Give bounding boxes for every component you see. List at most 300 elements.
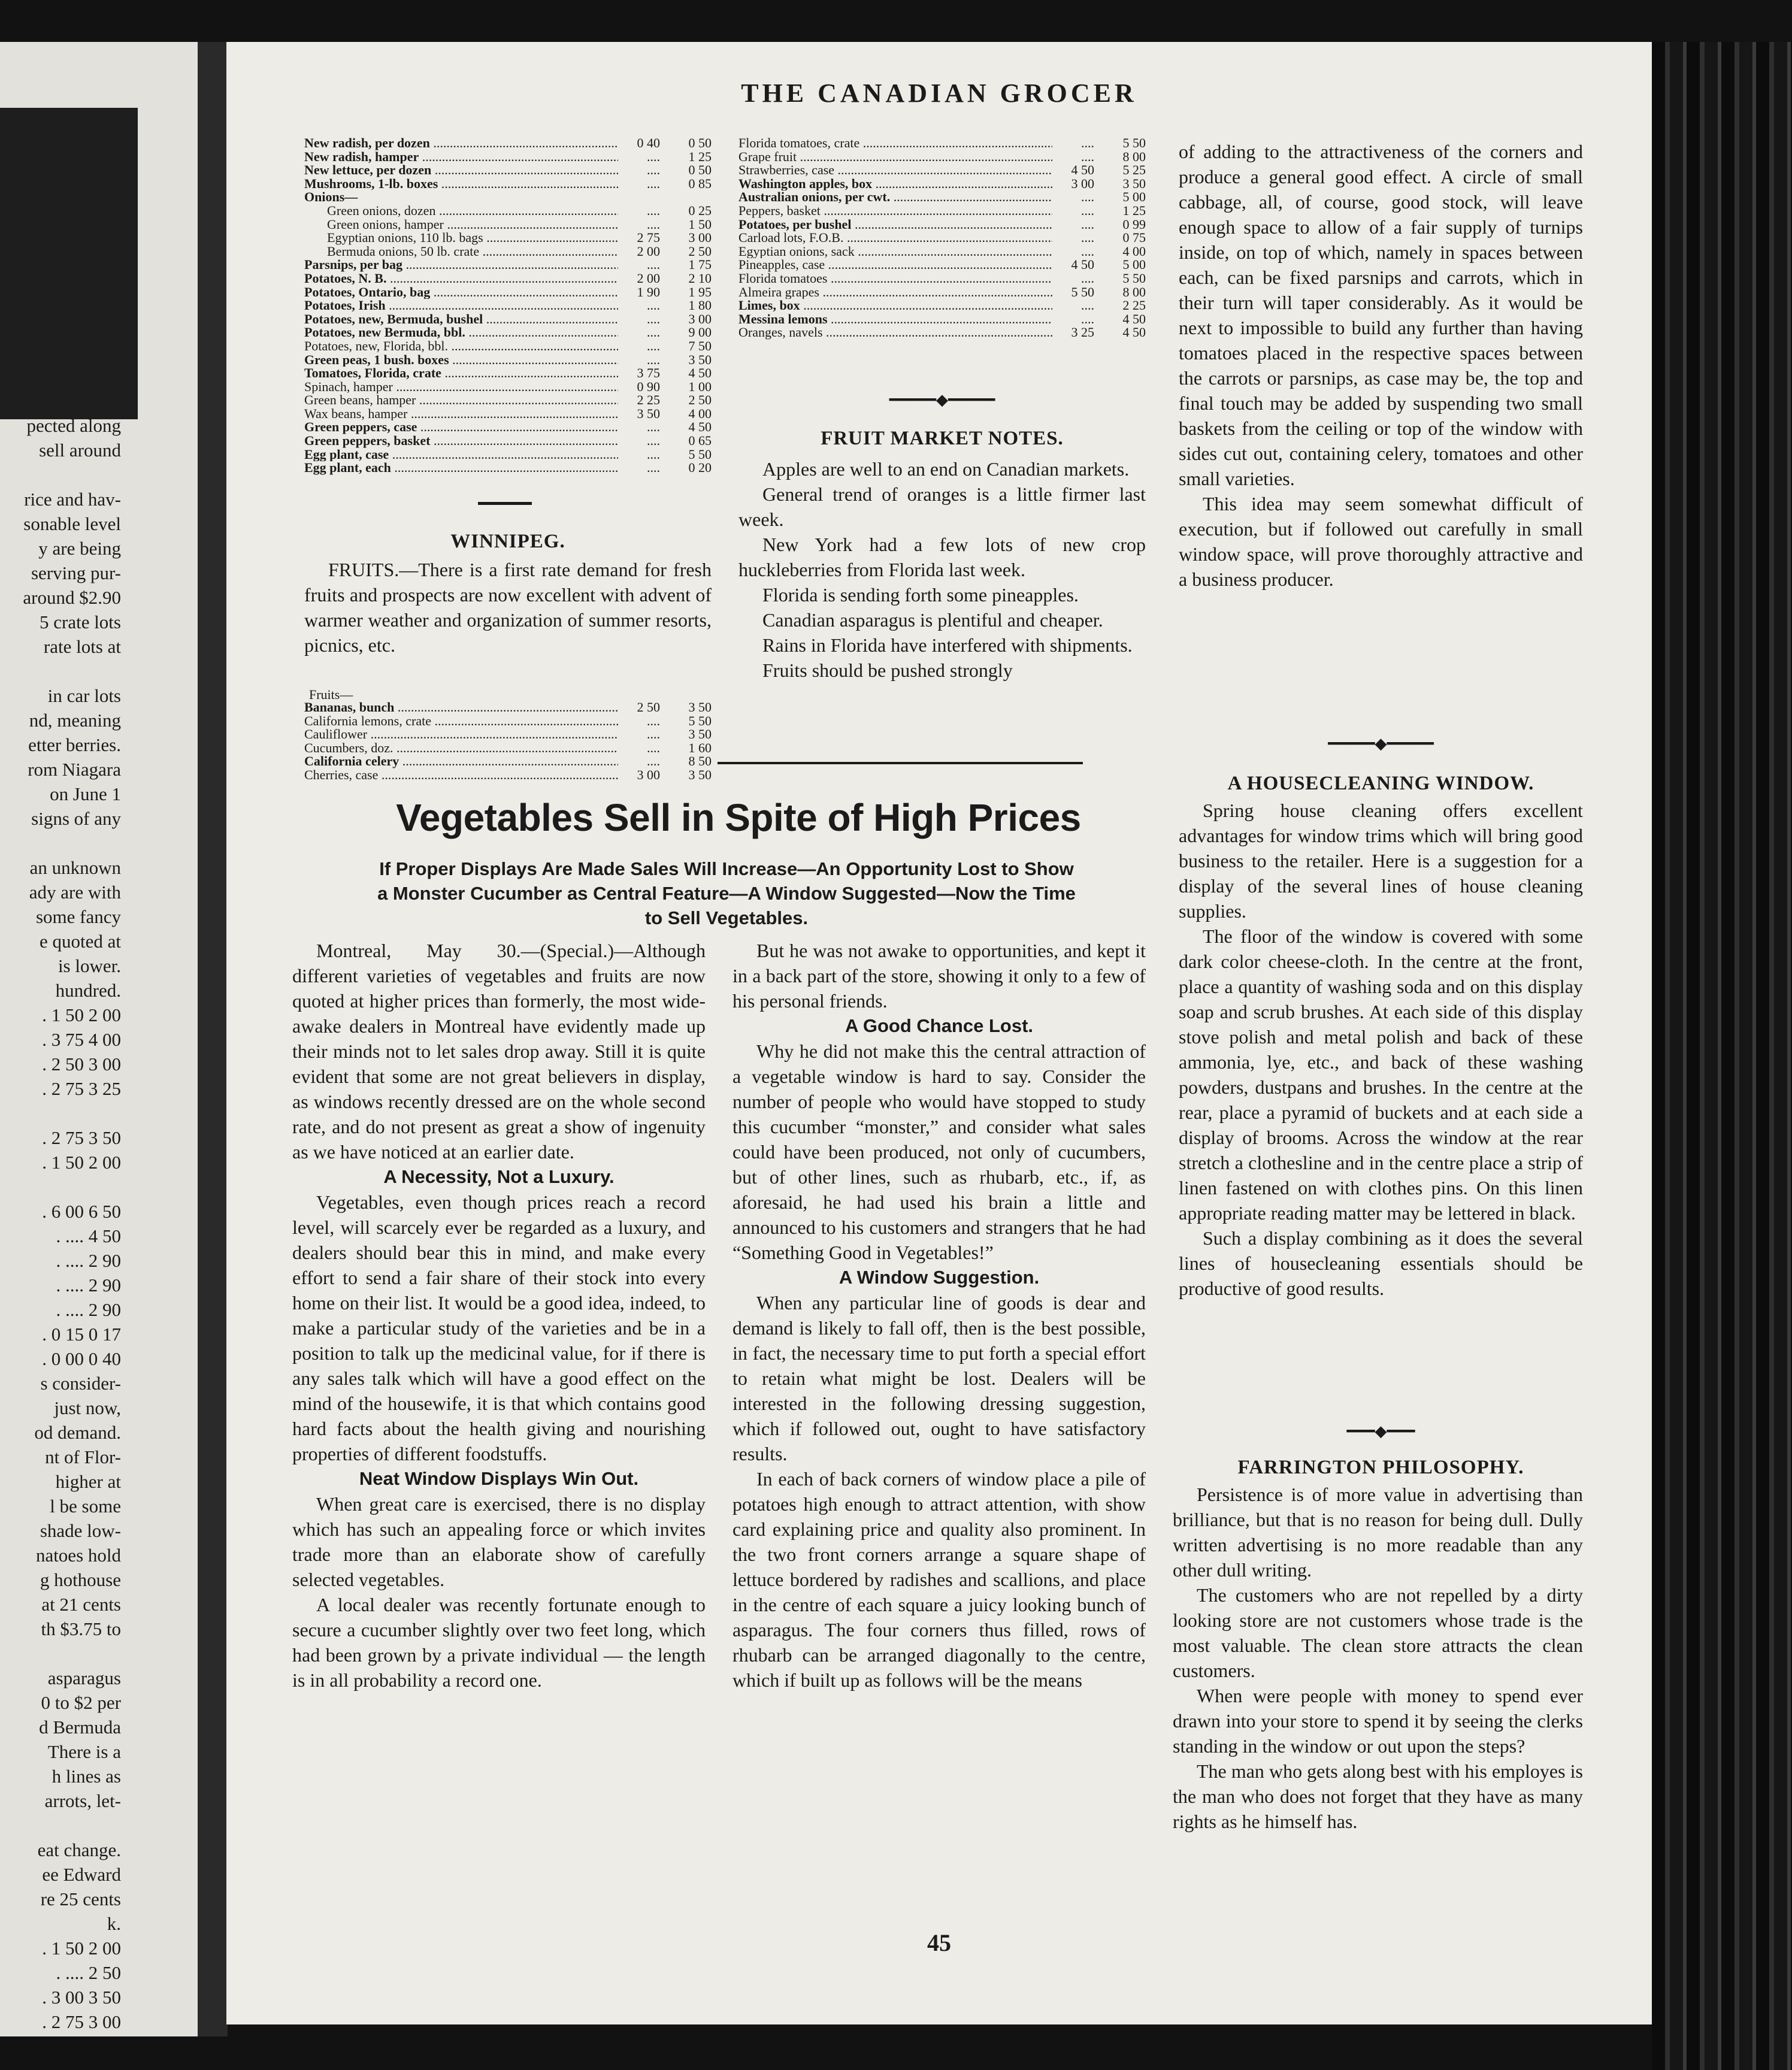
price-row <box>304 137 712 150</box>
text-line: . 0 00 0 40 <box>42 1348 121 1369</box>
text-line: arrots, let- <box>44 1790 121 1811</box>
price-row <box>738 231 1146 245</box>
price-low: 2 00 <box>637 271 660 286</box>
paragraph: Florida is sending forth some pineapples. <box>762 584 1079 606</box>
text-line <box>0 831 121 855</box>
text-line: at 21 cents <box>41 1594 121 1615</box>
winnipeg-table-head: Fruits— <box>309 687 353 702</box>
paragraph: Canadian asparagus is plentiful and cheaper. <box>762 609 1103 631</box>
price-low: .... <box>1081 244 1094 259</box>
paragraph: When any particular line of goods is dear and demand is likely to fall off, then is the best possible, in fact, the necessary time to put forth a special effort to retain what might be lost. Dealers will be interested in the following dressing suggestion, which if followed out, ought to have satisfactory results. <box>732 1292 1146 1464</box>
price-low: .... <box>647 741 660 755</box>
price-row <box>304 150 712 164</box>
text-line: pected along <box>26 415 121 436</box>
price-high: 0 65 <box>688 434 712 448</box>
price-row <box>304 353 712 367</box>
price-item: Carload lots, F.O.B. ..... <box>738 231 1052 245</box>
paragraph: Spring house cleaning offers excellent advantages for window trims which will bring good business to the retailer. Here is a suggestion for a display of the several lines of house cleaning supplies. <box>1179 800 1583 922</box>
price-item: Bananas, bunch ..... <box>304 701 618 715</box>
price-row <box>304 204 712 218</box>
price-high: 1 00 <box>688 380 712 394</box>
price-high: 8 50 <box>688 755 712 768</box>
price-high: 8 00 <box>1122 150 1146 164</box>
price-high: 3 50 <box>688 353 712 367</box>
text-line: on June 1 <box>50 783 121 804</box>
philosophy-text <box>1173 1482 1583 1834</box>
text-line: k. <box>107 1913 121 1934</box>
price-row <box>738 286 1146 299</box>
price-low: 3 00 <box>637 768 660 782</box>
price-low: .... <box>647 339 660 353</box>
text-line: . 3 00 3 50 <box>42 1987 121 2008</box>
price-low: .... <box>647 312 660 326</box>
price-low: 2 00 <box>637 244 660 259</box>
price-row <box>738 326 1146 340</box>
paragraph: Montreal, May 30.—(Special.)—Although different varieties of vegetables and fruits are now quoted at higher prices than formerly, the most wide-awake dealers in Montreal have evidently made up their minds not to let sales drop away. Still it is quite evident that some are not great believers in display, as windows recently dressed are on the whole second rate, and do not present as great a show of ingenuity as we have noticed at an earlier date. <box>292 940 706 1163</box>
winnipeg-heading: WINNIPEG. <box>450 531 565 552</box>
price-high: 0 50 <box>688 164 712 177</box>
text-line: . 3 75 4 00 <box>42 1029 121 1050</box>
price-item: Green peppers, case ..... <box>304 420 618 434</box>
price-item: Green onions, dozen ..... <box>304 204 618 218</box>
fruit-notes-text <box>738 456 1146 683</box>
text-line: There is a <box>47 1741 121 1762</box>
subheading: Neat Window Displays Win Out. <box>359 1468 639 1489</box>
price-item: Potatoes, new, Florida, bbl. ..... <box>304 340 618 353</box>
paragraph: The floor of the window is covered with some dark color cheese-cloth. In the centre at the front, place a quantity of washing soda and on this display soap and scrub brushes. At each side of this display stove polish and metal polish and back of these ammonia, lye, etc., and back of these washing powders, dustpans and brushes. In the centre at the rear, place a pyramid of buckets and at each side a display of brooms. Across the window at the rear stretch a clothesline and in the centre place a strip of linen fastened on with clothes pins. On this linen appropriate reading matter may be lettered in black. <box>1179 925 1583 1224</box>
price-row <box>304 272 712 286</box>
price-row <box>304 177 712 191</box>
price-low: .... <box>647 755 660 768</box>
price-low: 4 50 <box>1071 164 1094 177</box>
paragraph: Persistence is of more value in advertising than brilliance, but that is no reason for being dull. Dully written advertising is no more readable than any other dull writing. <box>1173 1484 1583 1581</box>
price-high: 1 95 <box>688 285 712 299</box>
price-item: Cherries, case ..... <box>304 768 618 782</box>
fruit-notes-heading: FRUIT MARKET NOTES. <box>821 428 1064 449</box>
text-line: is lower. <box>57 955 121 976</box>
price-row <box>304 286 712 299</box>
price-row <box>304 728 712 742</box>
price-low: .... <box>647 164 660 177</box>
text-line: . 6 00 6 50 <box>42 1201 121 1222</box>
paragraph: Why he did not make this the central attraction of a vegetable window is hard to say. Consider the number of people who would have stopped to study this cucumber “monster,” and consider what sales could have been produced, not only of cucumbers, but of other lines, such as rhubarb, etc., if, as aforesaid, he had used his brain a little and announced to his customers and strangers that he had “Something Good in Vegetables!” <box>732 1040 1146 1263</box>
text-line: in car lots <box>47 685 121 706</box>
price-item: Oranges, navels ..... <box>738 326 1052 340</box>
price-low: .... <box>647 217 660 232</box>
book-gutter <box>198 42 228 2036</box>
text-line: etter berries. <box>28 734 121 755</box>
price-low: 2 25 <box>637 394 660 407</box>
price-item: New lettuce, per dozen ..... <box>304 164 618 177</box>
paragraph: The man who gets along best with his employes is the man who does not forget that they have as many rights as he himself has. <box>1173 1760 1583 1832</box>
text-line: ady are with <box>29 882 121 903</box>
price-high: 5 00 <box>1122 258 1146 272</box>
price-row <box>304 461 712 475</box>
price-high: 2 25 <box>1122 299 1146 313</box>
price-row <box>304 367 712 380</box>
price-row <box>738 245 1146 259</box>
book-page-edges <box>1652 42 1792 2070</box>
text-line: some fancy <box>35 906 121 927</box>
price-low: .... <box>647 434 660 448</box>
text-line: od demand. <box>34 1422 121 1443</box>
price-item: Egyptian onions, sack ..... <box>738 245 1052 259</box>
price-row <box>738 150 1146 164</box>
text-line: an unknown <box>29 857 121 878</box>
illustration-fragment <box>0 108 138 419</box>
price-low: 4 50 <box>1071 258 1094 272</box>
text-line: . 1 50 2 00 <box>42 1938 121 1959</box>
price-high: 0 20 <box>688 461 712 475</box>
price-row <box>304 768 712 782</box>
price-low: 1 90 <box>637 285 660 299</box>
price-item: Washington apples, box ..... <box>738 177 1052 191</box>
price-row <box>304 340 712 353</box>
price-low: .... <box>647 150 660 164</box>
window-display-continued <box>1179 139 1583 592</box>
subheading: A Necessity, Not a Luxury. <box>383 1166 615 1187</box>
price-low: 3 75 <box>637 367 660 380</box>
price-low: .... <box>647 447 660 462</box>
text-line <box>0 2034 121 2036</box>
price-item: Potatoes, N. B. ..... <box>304 272 618 286</box>
winnipeg-price-table <box>304 701 712 782</box>
text-line: . .... 2 90 <box>56 1250 121 1271</box>
vegetable-price-table <box>304 137 712 475</box>
price-row <box>738 218 1146 232</box>
price-high: 0 85 <box>688 177 712 191</box>
facing-page-fragment <box>0 42 198 2036</box>
facing-page-text <box>0 413 121 2036</box>
text-line: d Bermuda <box>39 1717 121 1738</box>
price-row <box>738 137 1146 150</box>
text-line: . 1 50 2 00 <box>42 1152 121 1173</box>
text-line <box>0 1175 121 1199</box>
price-high: 4 50 <box>1122 312 1146 326</box>
price-item: Cauliflower ..... <box>304 728 618 742</box>
price-low: 3 25 <box>1071 326 1094 340</box>
price-item: Potatoes, per bushel ..... <box>738 218 1052 232</box>
price-high: 4 50 <box>688 420 712 435</box>
price-high: 2 50 <box>688 394 712 407</box>
text-line: l be some <box>50 1496 121 1517</box>
price-item: Green peas, 1 bush. boxes ..... <box>304 353 618 367</box>
price-low: .... <box>647 258 660 272</box>
text-line: y are being <box>38 538 121 559</box>
price-row <box>304 742 712 755</box>
paragraph: Apples are well to an end on Canadian markets. <box>762 458 1130 480</box>
housecleaning-text <box>1179 798 1583 1301</box>
paragraph: New York had a few lots of new crop huckleberries from Florida last week. <box>738 534 1146 580</box>
price-high: 4 00 <box>1122 244 1146 259</box>
price-high: 1 75 <box>688 258 712 272</box>
price-item: Egyptian onions, 110 lb. bags ..... <box>304 231 618 245</box>
price-item: Florida tomatoes, crate ..... <box>738 137 1052 150</box>
price-row <box>304 164 712 177</box>
price-high: 5 50 <box>688 714 712 728</box>
price-row <box>304 258 712 272</box>
text-line: eat change. <box>37 1839 121 1860</box>
price-row <box>738 177 1146 191</box>
ornament-divider: ━━━━━◆━━━━━ <box>889 391 995 408</box>
text-line: 5 crate lots <box>39 612 121 632</box>
price-high: 1 60 <box>688 741 712 755</box>
text-line: . 2 75 3 50 <box>42 1127 121 1148</box>
price-item: Peppers, basket ..... <box>738 204 1052 218</box>
price-item: Potatoes, Ontario, bag ..... <box>304 286 618 299</box>
price-low: 3 50 <box>637 407 660 421</box>
magazine-page <box>226 42 1652 2024</box>
price-item: California lemons, crate ..... <box>304 715 618 728</box>
paragraph: In each of back corners of window place a pile of potatoes high enough to attract attention, with show card explaining price and quality also prominent. In the two front corners arrange a square shape of lettuce bordered by radishes and scallions, and place in the centre of each square a juicy looking bunch of asparagus. The four corners thus filled, rows of rhubarb can be arranged diagonally to the centre, which if built up as follows will be the means <box>732 1468 1146 1691</box>
text-line: nd, meaning <box>29 710 121 731</box>
text-line: . .... 2 50 <box>56 1962 121 1983</box>
price-item: Egg plant, each ..... <box>304 461 618 475</box>
price-low: .... <box>1081 137 1094 150</box>
price-low: .... <box>647 353 660 367</box>
price-item: Egg plant, case ..... <box>304 448 618 462</box>
text-line <box>0 659 121 683</box>
price-item: Bermuda onions, 50 lb. crate ..... <box>304 245 618 259</box>
text-line: rate lots at <box>43 636 121 657</box>
paragraph: Fruits should be pushed strongly <box>762 659 1013 681</box>
price-row <box>304 218 712 232</box>
price-high: 7 50 <box>688 339 712 353</box>
text-line: rom Niagara <box>28 759 121 780</box>
price-high: 5 50 <box>1122 137 1146 150</box>
text-line: around $2.90 <box>23 587 121 608</box>
price-row <box>304 420 712 434</box>
paragraph: General trend of oranges is a little firmer last week. <box>738 483 1146 530</box>
page-number: 45 <box>927 1929 951 1956</box>
text-line: ee Edward <box>42 1864 121 1885</box>
price-row <box>304 715 712 728</box>
price-high: 0 75 <box>1122 231 1146 245</box>
price-high: 2 50 <box>688 244 712 259</box>
text-line: sonable level <box>23 513 121 534</box>
price-high: 1 80 <box>688 299 712 313</box>
price-item: Potatoes, Irish ..... <box>304 299 618 313</box>
paragraph: Vegetables, even though prices reach a record level, will scarcely ever be regarded as a luxury, and dealers should bear this in mind, and make every effort to send a fair share of their stock into every home on their list. It would be a good idea, indeed, to make a particular study of the varieties and be in a position to talk up the medicinal value, for if there is any sales talk which will have a good effect on the mind of the housewife, it is that which contains good hard facts about the health giving and nourishing properties of different foodstuffs. <box>292 1191 706 1464</box>
price-high: 9 00 <box>688 326 712 340</box>
price-low: .... <box>647 326 660 340</box>
text-line <box>0 462 121 487</box>
price-high: 3 50 <box>688 768 712 782</box>
text-line: s consider- <box>40 1373 121 1394</box>
price-item: Green beans, hamper ..... <box>304 394 618 407</box>
section-rule <box>478 502 532 505</box>
price-item: Strawberries, case ..... <box>738 164 1052 177</box>
paragraph: Such a display combining as it does the several lines of housecleaning essentials should be productive of good results. <box>1179 1227 1583 1299</box>
price-item: Tomatoes, Florida, crate ..... <box>304 367 618 380</box>
price-row <box>304 380 712 394</box>
price-high: 5 00 <box>1122 190 1146 204</box>
price-high: 2 10 <box>688 271 712 286</box>
paragraph: The customers who are not repelled by a dirty looking store are not customers whose trade is the most valuable. The clean store attracts the clean customers. <box>1173 1584 1583 1681</box>
price-row <box>304 313 712 326</box>
text-line: . .... 2 90 <box>56 1299 121 1320</box>
text-line: . .... 2 90 <box>56 1275 121 1296</box>
price-low: .... <box>647 177 660 191</box>
price-low: 2 50 <box>637 701 660 715</box>
paragraph: This idea may seem somewhat difficult of execution, but if followed out carefully in small window space, will prove thoroughly attractive and a business producer. <box>1179 493 1583 590</box>
text-line: nt of Flor- <box>45 1446 121 1467</box>
price-low: .... <box>647 420 660 435</box>
price-row <box>304 190 712 204</box>
ornament-divider: ━━━◆━━━ <box>1346 1423 1415 1440</box>
price-low: .... <box>1081 204 1094 218</box>
price-low: 0 90 <box>637 380 660 394</box>
price-row <box>304 407 712 421</box>
paragraph: When great care is exercised, there is no display which has such an appealing force or which invites trade more than an elaborate show of carefully selected vegetables. <box>292 1493 706 1590</box>
price-row <box>304 299 712 313</box>
price-item: California celery ..... <box>304 755 618 768</box>
price-high: 3 50 <box>688 728 712 742</box>
price-low: .... <box>647 204 660 218</box>
text-line: hundred. <box>55 980 121 1001</box>
price-high: 0 25 <box>688 204 712 218</box>
price-low: .... <box>1081 271 1094 286</box>
price-high: 5 50 <box>1122 271 1146 286</box>
paragraph: A local dealer was recently fortunate enough to secure a cucumber slightly over two feet long, which had been grown by a private individual — the length is in all probability a record one. <box>292 1594 706 1691</box>
price-high: 8 00 <box>1122 285 1146 299</box>
price-high: 0 50 <box>688 137 712 150</box>
price-row <box>304 448 712 462</box>
price-row <box>304 245 712 259</box>
philosophy-heading: FARRINGTON PHILOSOPHY. <box>1237 1457 1524 1478</box>
subheading: A Good Chance Lost. <box>844 1015 1034 1036</box>
price-high: 4 00 <box>688 407 712 421</box>
price-row <box>304 755 712 768</box>
text-line: th $3.75 to <box>41 1618 121 1639</box>
text-line: rice and hav- <box>24 489 121 510</box>
price-low: .... <box>647 299 660 313</box>
price-item: Almeira grapes ..... <box>738 286 1052 299</box>
text-line: sell around <box>39 440 121 461</box>
price-high: 5 50 <box>688 447 712 462</box>
price-high: 3 50 <box>1122 177 1146 191</box>
price-low: .... <box>1081 299 1094 313</box>
price-row <box>304 434 712 448</box>
price-item: Green peppers, basket ..... <box>304 434 618 448</box>
price-low: .... <box>1081 190 1094 204</box>
paragraph: of adding to the attractiveness of the corners and produce a general good effect. A circle of small cabbage, all, of course, good stock, will leave enough space to allow of a fair supply of turnips inside, on top of which, namely in spaces between each, can be fixed parsnips and carrots, which in their turn will taper considerably. As it would be next to impossible to build any further than having tomatoes placed in the respective spaces between the carrots or parsnips, as case may be, the top and final touch may be added by suspending two small baskets from the ceiling or top of the window with sides cut out, containing celery, tomatoes and other small varieties. <box>1179 141 1583 489</box>
price-row <box>738 204 1146 218</box>
paragraph: When were people with money to spend ever drawn into your store to spend it by seeing the clerks standing in the window or out upon the steps? <box>1173 1685 1583 1757</box>
headline-rule <box>718 762 1083 764</box>
price-item: Spinach, hamper ..... <box>304 380 618 394</box>
price-row <box>304 394 712 407</box>
price-row <box>738 164 1146 177</box>
text-line: natoes hold <box>35 1545 121 1566</box>
price-low: .... <box>1081 150 1094 164</box>
price-low: .... <box>1081 312 1094 326</box>
paragraph: But he was not awake to opportunities, and kept it in a back part of the store, showing it only to a few of his personal friends. <box>732 940 1146 1012</box>
text-line <box>0 1101 121 1125</box>
price-item: Florida tomatoes ..... <box>738 272 1052 286</box>
text-line: shade low- <box>40 1520 121 1541</box>
ornament-divider: ━━━━━◆━━━━━ <box>1328 735 1434 752</box>
text-line: 0 to $2 per <box>41 1692 121 1713</box>
price-item: Green onions, hamper ..... <box>304 218 618 232</box>
text-line: asparagus <box>47 1668 121 1688</box>
price-item: Parsnips, per bag ..... <box>304 258 618 272</box>
running-head: THE CANADIAN GROCER <box>741 78 1137 108</box>
price-row <box>738 299 1146 313</box>
price-item: Pineapples, case ..... <box>738 258 1052 272</box>
price-high: 3 00 <box>688 312 712 326</box>
price-item: New radish, hamper ..... <box>304 150 618 164</box>
price-low: .... <box>1081 217 1094 232</box>
price-high: 1 50 <box>688 217 712 232</box>
price-row <box>304 701 712 715</box>
text-line: re 25 cents <box>40 1889 121 1909</box>
price-item: New radish, per dozen ..... <box>304 137 618 150</box>
price-item: Mushrooms, 1-lb. boxes ..... <box>304 177 618 191</box>
text-line: g hothouse <box>40 1569 121 1590</box>
price-row <box>304 326 712 340</box>
price-low: .... <box>647 728 660 742</box>
price-low: 3 00 <box>1071 177 1094 191</box>
price-item: Potatoes, new Bermuda, bbl. ..... <box>304 326 618 340</box>
text-line: higher at <box>55 1471 121 1492</box>
price-item: Cucumbers, doz. ..... <box>304 742 618 755</box>
price-low: .... <box>647 714 660 728</box>
fruit-price-table <box>738 137 1146 340</box>
price-row <box>738 190 1146 204</box>
text-line: . 1 50 2 00 <box>42 1004 121 1025</box>
text-line <box>0 1641 121 1666</box>
price-row <box>738 313 1146 326</box>
price-low: 0 40 <box>637 137 660 150</box>
text-line: . .... 4 50 <box>56 1225 121 1246</box>
text-line: . 2 75 3 00 <box>42 2011 121 2032</box>
price-high: 4 50 <box>688 367 712 380</box>
article-headline: Vegetables Sell in Spite of High Prices <box>396 796 1081 839</box>
text-line: . 2 50 3 00 <box>42 1054 121 1075</box>
price-low: 5 50 <box>1071 285 1094 299</box>
price-high: 1 25 <box>688 150 712 164</box>
paragraph: Rains in Florida have interfered with shipments. <box>762 634 1133 656</box>
price-row <box>738 272 1146 286</box>
text-line: e quoted at <box>39 931 121 952</box>
price-high: 3 50 <box>688 701 712 715</box>
text-line: just now, <box>54 1397 121 1418</box>
price-low: 2 75 <box>637 231 660 245</box>
price-low: .... <box>1081 231 1094 245</box>
price-row <box>738 258 1146 272</box>
price-item: Potatoes, new, Bermuda, bushel ..... <box>304 313 618 326</box>
winnipeg-text: FRUITS.—There is a first rate demand for fresh fruits and prospects are now excellent with advent of warmer weather and organization of summer resorts, picnics, etc. <box>304 559 712 656</box>
price-high: 4 50 <box>1122 326 1146 340</box>
article-deck: If Proper Displays Are Made Sales Will Increase—An Opportunity Lost to Show a Monster Cucumber as Central Feature—A Window Suggested—Now the Time to Sell Vegetables. <box>377 858 1076 928</box>
price-item: Grape fruit ..... <box>738 150 1052 164</box>
text-line: serving pur- <box>31 562 121 583</box>
price-high: 3 00 <box>688 231 712 245</box>
price-item: Australian onions, per cwt. ..... <box>738 190 1052 204</box>
article-column-2 <box>732 938 1146 1693</box>
article-column-1 <box>292 938 706 1693</box>
price-high: 5 25 <box>1122 164 1146 177</box>
text-line: . 0 15 0 17 <box>42 1324 121 1345</box>
price-low: .... <box>647 461 660 475</box>
price-item: Onions— <box>304 190 358 204</box>
subheading: A Window Suggestion. <box>839 1267 1040 1288</box>
price-high: 0 99 <box>1122 217 1146 232</box>
text-line: h lines as <box>52 1766 121 1787</box>
text-line: . 2 75 3 25 <box>42 1078 121 1099</box>
price-item: Messina lemons ..... <box>738 313 1052 326</box>
